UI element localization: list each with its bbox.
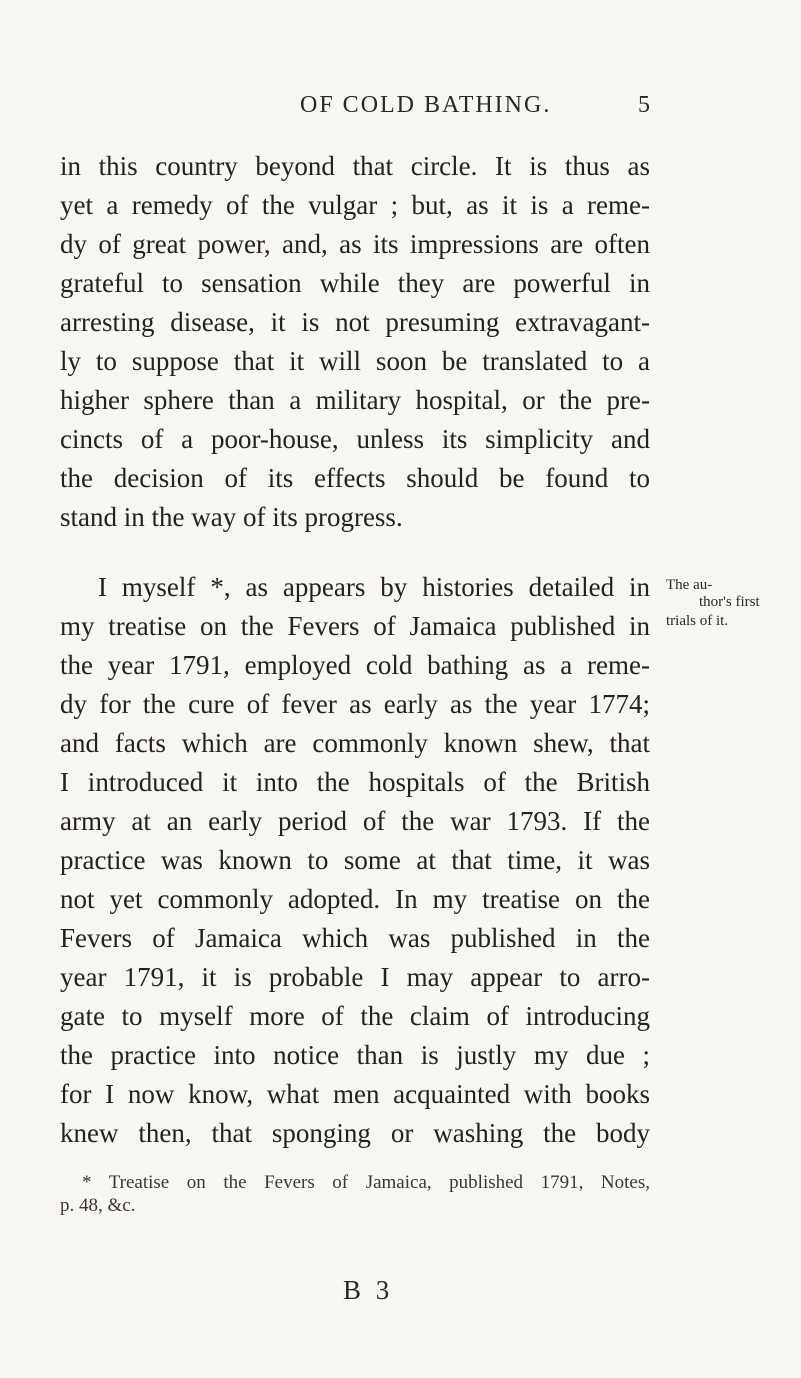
- body-line: the year 1791, employed cold bathing as a reme-: [60, 650, 650, 680]
- body-line: I introduced it into the hospitals of the British: [60, 767, 650, 797]
- body-line: dy of great power, and, as its impressions are often: [60, 229, 650, 259]
- body-line: cincts of a poor-house, unless its simplicity and: [60, 424, 650, 454]
- body-line: my treatise on the Fevers of Jamaica published in: [60, 611, 650, 641]
- body-line: army at an early period of the war 1793. If the: [60, 806, 650, 836]
- page-number: 5: [638, 92, 650, 118]
- margin-note-line: The au-: [666, 577, 713, 593]
- body-line: year 1791, it is probable I may appear to arro-: [60, 962, 650, 992]
- body-line: in this country beyond that circle. It is thus as: [60, 151, 650, 181]
- body-line: higher sphere than a military hospital, or the pre-: [60, 385, 650, 415]
- footnote-line: p. 48, &c.: [60, 1195, 136, 1216]
- margin-note-line: thor's first: [699, 594, 760, 610]
- body-line: dy for the cure of fever as early as the year 1774;: [60, 689, 650, 719]
- signature-mark: B 3: [343, 1275, 394, 1305]
- body-line: the practice into notice than is justly my due ;: [60, 1040, 650, 1070]
- running-title: OF COLD BATHING.: [300, 92, 552, 118]
- body-line: for I now know, what men acquainted with books: [60, 1079, 650, 1109]
- body-line: not yet commonly adopted. In my treatise on the: [60, 884, 650, 914]
- body-line: Fevers of Jamaica which was published in the: [60, 923, 650, 953]
- body-line: and facts which are commonly known shew, that: [60, 728, 650, 758]
- body-line: grateful to sensation while they are powerful in: [60, 268, 650, 298]
- body-line: gate to myself more of the claim of introducing: [60, 1001, 650, 1031]
- body-line: knew then, that sponging or washing the body: [60, 1118, 650, 1148]
- body-line: arresting disease, it is not presuming extravagant-: [60, 307, 650, 337]
- body-line: the decision of its effects should be found to: [60, 463, 650, 493]
- footnote-line: * Treatise on the Fevers of Jamaica, published 1791, Notes,: [82, 1172, 650, 1193]
- body-line: ly to suppose that it will soon be translated to a: [60, 346, 650, 376]
- body-line: stand in the way of its progress.: [60, 502, 403, 532]
- margin-note-line: trials of it.: [666, 613, 729, 629]
- body-line: practice was known to some at that time, it was: [60, 845, 650, 875]
- body-line: yet a remedy of the vulgar ; but, as it is a reme-: [60, 190, 650, 220]
- running-head: [0, 92, 801, 132]
- body-line: I myself *, as appears by histories detailed in: [98, 572, 650, 602]
